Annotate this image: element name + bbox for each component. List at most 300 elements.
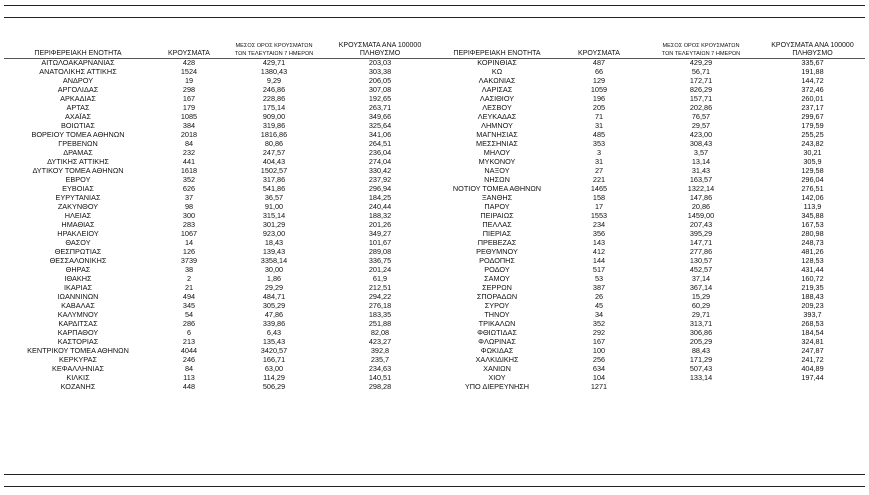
table-row <box>4 193 438 202</box>
per100k-cell: 236,04 <box>368 148 392 157</box>
region-cell: ΧΑΝΙΩΝ <box>483 364 511 373</box>
avg7-cell: 29,29 <box>264 283 284 292</box>
avg7-cell: 47,86 <box>264 310 284 319</box>
cases-cell: 485 <box>592 130 606 139</box>
header-per100k-right-line2: ΠΛΗΘΥΣΜΟ <box>792 50 833 57</box>
cases-cell: 27 <box>594 166 604 175</box>
per100k-cell: 184,54 <box>801 328 824 337</box>
table-row <box>4 94 438 103</box>
avg7-cell: 147,86 <box>689 193 713 202</box>
table-row <box>438 310 865 319</box>
avg7-cell: 277,86 <box>689 247 713 256</box>
region-cell: ΚΟΡΙΝΘΙΑΣ <box>477 58 517 67</box>
table-row <box>438 274 865 283</box>
cases-cell: 196 <box>592 94 606 103</box>
cases-cell: 205 <box>592 103 606 112</box>
region-cell: ΤΗΝΟΥ <box>484 310 510 319</box>
avg7-cell: 404,43 <box>262 157 286 166</box>
per100k-cell: 393,7 <box>803 310 822 319</box>
avg7-cell: 1459,00 <box>687 211 715 220</box>
cases-cell: 1618 <box>180 166 198 175</box>
table-row <box>4 328 438 337</box>
region-cell: ΠΙΕΡΙΑΣ <box>482 229 512 238</box>
per100k-cell: 325,64 <box>368 121 392 130</box>
region-cell: ΠΑΡΟΥ <box>484 202 510 211</box>
per100k-cell: 243,82 <box>801 139 824 148</box>
table-row <box>4 85 438 94</box>
avg7-cell: 18,43 <box>264 238 284 247</box>
cases-cell: 2018 <box>180 130 198 139</box>
per100k-cell: 276,51 <box>801 184 824 193</box>
table-row <box>438 346 865 355</box>
avg7-cell: 317,86 <box>262 175 286 184</box>
region-cell: ΞΑΝΘΗΣ <box>481 193 513 202</box>
table-row <box>438 256 865 265</box>
per100k-cell: 296,04 <box>801 175 824 184</box>
table-row <box>4 157 438 166</box>
table-row <box>4 121 438 130</box>
avg7-cell: 367,14 <box>689 283 713 292</box>
region-cell: ΣΠΟΡΑΔΩΝ <box>476 292 518 301</box>
top-rule <box>4 5 865 6</box>
header-avg7 <box>226 38 322 58</box>
region-cell: ΠΕΙΡΑΙΩΣ <box>480 211 514 220</box>
per100k-cell: 335,67 <box>801 58 824 67</box>
table-row <box>4 112 438 121</box>
region-cell: ΑΝΑΤΟΛΙΚΗΣ ΑΤΤΙΚΗΣ <box>39 67 117 76</box>
per100k-cell: 336,75 <box>368 256 392 265</box>
table-row <box>438 94 865 103</box>
cases-cell: 256 <box>592 355 606 364</box>
cases-cell: 356 <box>592 229 606 238</box>
region-cell: ΚΑΡΠΑΘΟΥ <box>57 328 99 337</box>
avg7-cell: 37,14 <box>691 274 711 283</box>
per100k-cell: 349,27 <box>368 229 392 238</box>
table-row <box>438 382 865 391</box>
avg7-cell: 301,29 <box>262 220 286 229</box>
region-cell: ΑΡΤΑΣ <box>66 103 90 112</box>
table-row <box>4 301 438 310</box>
cases-table-right <box>438 38 865 391</box>
avg7-cell: 246,86 <box>262 85 286 94</box>
avg7-cell: 147,71 <box>689 238 713 247</box>
table-row <box>4 337 438 346</box>
cases-cell: 213 <box>182 337 196 346</box>
table-row <box>4 364 438 373</box>
per100k-cell: 372,46 <box>801 85 824 94</box>
cases-cell: 6 <box>186 328 192 337</box>
cases-cell: 412 <box>592 247 606 256</box>
per100k-cell: 129,58 <box>801 166 824 175</box>
cases-cell: 487 <box>592 58 606 67</box>
header-cases-right: ΚΡΟΥΣΜΑΤΑ <box>578 50 620 57</box>
avg7-cell: 88,43 <box>691 346 711 355</box>
region-cell: ΑΡΚΑΔΙΑΣ <box>60 94 96 103</box>
per100k-cell: 206,05 <box>368 76 392 85</box>
per100k-cell: 280,98 <box>801 229 824 238</box>
cases-cell: 84 <box>184 364 194 373</box>
table-row <box>438 76 865 85</box>
per100k-cell: 263,71 <box>368 103 392 112</box>
cases-cell: 37 <box>184 193 194 202</box>
table-row <box>438 220 865 229</box>
avg7-cell: 207,43 <box>689 220 713 229</box>
per100k-cell: 431,44 <box>801 265 824 274</box>
region-cell: ΦΩΚΙΔΑΣ <box>480 346 514 355</box>
region-cell: ΗΜΑΘΙΑΣ <box>61 220 95 229</box>
avg7-cell: 172,71 <box>689 76 713 85</box>
avg7-cell: 319,86 <box>262 121 286 130</box>
region-cell: ΚΕΝΤΡΙΚΟΥ ΤΟΜΕΑ ΑΘΗΝΩΝ <box>27 346 129 355</box>
table-body-left <box>4 58 438 391</box>
table-row <box>438 121 865 130</box>
per100k-cell: 268,53 <box>801 319 824 328</box>
per100k-cell: 203,03 <box>368 58 392 67</box>
per100k-cell: 188,32 <box>368 211 392 220</box>
table-body-right <box>438 58 865 391</box>
table-row <box>438 58 865 67</box>
region-cell: ΛΕΣΒΟΥ <box>482 103 512 112</box>
table-row <box>4 58 438 67</box>
table-row <box>4 310 438 319</box>
cases-cell: 1067 <box>180 229 198 238</box>
avg7-cell: 63,00 <box>264 364 284 373</box>
cases-cell: 143 <box>592 238 606 247</box>
region-cell: ΚΑΒΑΛΑΣ <box>61 301 95 310</box>
per100k-cell: 160,72 <box>801 274 824 283</box>
region-cell: ΣΑΜΟΥ <box>484 274 510 283</box>
per100k-cell: 128,53 <box>801 256 824 265</box>
region-cell: ΛΑΣΙΘΙΟΥ <box>479 94 515 103</box>
table-row <box>438 211 865 220</box>
per100k-cell: 324,81 <box>801 337 824 346</box>
avg7-cell: 31,43 <box>691 166 711 175</box>
avg7-cell: 826,29 <box>689 85 713 94</box>
table-row <box>4 175 438 184</box>
table-row <box>4 148 438 157</box>
cases-cell: 221 <box>592 175 606 184</box>
avg7-cell: 541,86 <box>262 184 286 193</box>
region-cell: ΗΛΕΙΑΣ <box>64 211 92 220</box>
region-cell: ΠΡΕΒΕΖΑΣ <box>477 238 517 247</box>
table-row <box>4 166 438 175</box>
avg7-cell: 163,57 <box>689 175 713 184</box>
table-row <box>438 229 865 238</box>
cases-cell: 100 <box>592 346 606 355</box>
avg7-cell: 30,00 <box>264 265 284 274</box>
avg7-cell: 1502,57 <box>260 166 288 175</box>
region-cell: ΚΩ <box>491 67 503 76</box>
cases-cell: 1271 <box>590 382 608 391</box>
avg7-cell: 80,86 <box>264 139 284 148</box>
region-cell: ΡΟΔΟΥ <box>484 265 510 274</box>
table-row <box>4 274 438 283</box>
region-cell: ΛΑΡΙΣΑΣ <box>481 85 513 94</box>
cases-cell: 292 <box>592 328 606 337</box>
table-row <box>438 184 865 193</box>
per100k-cell: 404,89 <box>801 364 824 373</box>
header-avg7-line1: ΜΕΣΟΣ ΟΡΟΣ ΚΡΟΥΣΜΑΤΩΝ <box>235 43 313 49</box>
table-row <box>438 319 865 328</box>
per100k-cell: 294,22 <box>368 292 392 301</box>
region-cell: ΚΑΡΔΙΤΣΑΣ <box>58 319 98 328</box>
region-cell: ΗΡΑΚΛΕΙΟΥ <box>57 229 99 238</box>
region-cell: ΘΑΣΟΥ <box>65 238 91 247</box>
table-row <box>4 355 438 364</box>
per100k-cell: 197,44 <box>801 373 824 382</box>
table-row <box>4 256 438 265</box>
avg7-cell: 308,43 <box>689 139 713 148</box>
region-cell: ΜΥΚΟΝΟΥ <box>478 157 516 166</box>
cases-cell: 31 <box>594 157 604 166</box>
per100k-cell: 184,25 <box>368 193 392 202</box>
cases-cell: 494 <box>182 292 196 301</box>
table-row <box>438 373 865 382</box>
region-cell: ΣΥΡΟΥ <box>484 301 510 310</box>
cases-cell: 345 <box>182 301 196 310</box>
table-row <box>4 220 438 229</box>
region-cell: ΝΗΣΩΝ <box>484 175 510 184</box>
avg7-cell: 452,57 <box>689 265 713 274</box>
avg7-cell: 56,71 <box>691 67 711 76</box>
cases-cell: 98 <box>184 202 194 211</box>
avg7-cell: 339,86 <box>262 319 286 328</box>
region-cell: ΡΕΘΥΜΝΟΥ <box>476 247 518 256</box>
cases-cell: 84 <box>184 139 194 148</box>
cases-cell: 31 <box>594 121 604 130</box>
region-cell: ΛΗΜΝΟΥ <box>481 121 513 130</box>
table-row <box>438 364 865 373</box>
table-row <box>4 139 438 148</box>
table-row <box>438 301 865 310</box>
table-row <box>4 229 438 238</box>
table-row <box>438 283 865 292</box>
per100k-cell: 481,26 <box>801 247 824 256</box>
cases-cell: 232 <box>182 148 196 157</box>
cases-cell: 21 <box>184 283 194 292</box>
per100k-cell: 307,08 <box>368 85 392 94</box>
cases-cell: 1524 <box>180 67 198 76</box>
avg7-cell: 909,00 <box>262 112 286 121</box>
per100k-cell: 234,63 <box>368 364 392 373</box>
avg7-cell: 29,71 <box>691 310 711 319</box>
cases-cell: 353 <box>592 139 606 148</box>
avg7-cell: 114,29 <box>263 373 285 382</box>
per100k-cell: 212,51 <box>368 283 392 292</box>
region-cell: ΔΥΤΙΚΗΣ ΑΤΤΙΚΗΣ <box>47 157 109 166</box>
table-row <box>4 76 438 85</box>
cases-cell: 352 <box>182 175 196 184</box>
cases-cell: 158 <box>592 193 606 202</box>
per100k-cell: 330,42 <box>368 166 392 175</box>
per100k-cell: 298,28 <box>368 382 392 391</box>
cases-cell: 3739 <box>180 256 198 265</box>
avg7-cell: 3420,57 <box>260 346 288 355</box>
cases-cell: 17 <box>594 202 604 211</box>
per100k-cell: 237,17 <box>801 103 824 112</box>
table-row <box>438 85 865 94</box>
avg7-cell: 923,00 <box>262 229 286 238</box>
bottom-rule <box>4 486 865 487</box>
avg7-cell: 135,43 <box>262 337 286 346</box>
header-region-right: ΠΕΡΙΦΕΡΕΙΑΚΗ ΕΝΟΤΗΤΑ <box>453 50 541 57</box>
cases-cell: 300 <box>182 211 196 220</box>
table-row <box>4 265 438 274</box>
per100k-cell: 201,24 <box>368 265 392 274</box>
region-cell: ΛΕΥΚΑΔΑΣ <box>477 112 517 121</box>
avg7-cell: 429,71 <box>262 58 286 67</box>
region-cell: ΧΑΛΚΙΔΙΚΗΣ <box>475 355 519 364</box>
region-cell: ΘΕΣΠΡΩΤΙΑΣ <box>54 247 102 256</box>
per100k-cell: 423,27 <box>368 337 392 346</box>
region-cell: ΜΑΓΝΗΣΙΑΣ <box>476 130 518 139</box>
header-avg7-right <box>642 38 760 58</box>
header-per100k <box>322 38 438 58</box>
avg7-cell: 395,29 <box>689 229 713 238</box>
cases-cell: 4044 <box>180 346 198 355</box>
region-cell: ΤΡΙΚΑΛΩΝ <box>478 319 516 328</box>
region-cell: ΕΥΒΟΙΑΣ <box>62 184 94 193</box>
region-cell: ΚΙΛΚΙΣ <box>66 373 90 382</box>
cases-cell: 246 <box>182 355 196 364</box>
table-row <box>438 148 865 157</box>
cases-cell: 14 <box>184 238 194 247</box>
avg7-cell: 76,57 <box>691 112 711 121</box>
table-row <box>4 283 438 292</box>
per100k-cell: 30,21 <box>803 148 822 157</box>
cases-cell: 54 <box>184 310 194 319</box>
header-per100k-line2: ΠΛΗΘΥΣΜΟ <box>359 50 401 57</box>
cases-cell: 2 <box>186 274 192 283</box>
cases-cell: 298 <box>182 85 196 94</box>
region-cell: ΚΟΖΑΝΗΣ <box>60 382 96 391</box>
cases-cell: 71 <box>594 112 604 121</box>
avg7-cell: 507,43 <box>689 364 713 373</box>
table-row <box>4 247 438 256</box>
cases-cell: 53 <box>594 274 604 283</box>
avg7-cell: 15,29 <box>691 292 711 301</box>
region-cell: ΝΑΞΟΥ <box>484 166 510 175</box>
region-cell: ΚΕΦΑΛΛΗΝΙΑΣ <box>52 364 104 373</box>
avg7-cell: 133,14 <box>689 373 713 382</box>
table-row <box>4 202 438 211</box>
table-row <box>438 328 865 337</box>
avg7-cell: 228,86 <box>262 94 286 103</box>
avg7-cell: 130,57 <box>689 256 713 265</box>
table-row <box>438 157 865 166</box>
cases-cell: 3 <box>596 148 602 157</box>
cases-cell: 1085 <box>180 112 198 121</box>
cases-cell: 167 <box>182 94 196 103</box>
bottom-rule-inner <box>4 474 865 475</box>
cases-cell: 144 <box>592 256 606 265</box>
avg7-cell: 6,43 <box>266 328 282 337</box>
per100k-cell: 303,38 <box>368 67 392 76</box>
per100k-cell: 201,26 <box>368 220 392 229</box>
per100k-cell: 241,72 <box>801 355 824 364</box>
avg7-cell: 305,29 <box>262 301 286 310</box>
region-cell: ΣΕΡΡΩΝ <box>482 283 512 292</box>
region-cell: ΜΕΣΣΗΝΙΑΣ <box>476 139 518 148</box>
per100k-cell: 260,01 <box>801 94 824 103</box>
cases-cell: 66 <box>594 67 604 76</box>
avg7-cell: 484,71 <box>262 292 286 301</box>
cases-cell: 1553 <box>590 211 608 220</box>
cases-cell: 45 <box>594 301 604 310</box>
avg7-cell: 429,29 <box>689 58 713 67</box>
region-cell: ΖΑΚΥΝΘΟΥ <box>57 202 99 211</box>
per100k-cell: 167,53 <box>801 220 824 229</box>
avg7-cell: 3358,14 <box>260 256 288 265</box>
per100k-cell: 219,35 <box>801 283 824 292</box>
cases-cell: 167 <box>592 337 606 346</box>
cases-cell: 626 <box>182 184 196 193</box>
region-cell: ΑΝΔΡΟΥ <box>62 76 94 85</box>
table-row <box>438 175 865 184</box>
per100k-cell: 191,88 <box>801 67 824 76</box>
avg7-cell: 313,71 <box>689 319 713 328</box>
cases-cell: 441 <box>182 157 196 166</box>
cases-cell: 234 <box>592 220 606 229</box>
per100k-cell: 392,8 <box>370 346 390 355</box>
per100k-cell <box>760 382 865 391</box>
avg7-cell: 9,29 <box>266 76 282 85</box>
cases-cell: 129 <box>592 76 606 85</box>
table-row <box>438 67 865 76</box>
table-row <box>438 202 865 211</box>
avg7-cell: 13,14 <box>691 157 711 166</box>
per100k-cell: 188,43 <box>801 292 824 301</box>
cases-cell: 352 <box>592 319 606 328</box>
header-cases: ΚΡΟΥΣΜΑΤΑ <box>168 50 210 57</box>
table-row <box>4 382 438 391</box>
avg7-cell: 29,57 <box>691 121 711 130</box>
per100k-cell: 274,04 <box>368 157 392 166</box>
table-row <box>438 139 865 148</box>
avg7-cell: 1322,14 <box>687 184 715 193</box>
region-cell: ΙΚΑΡΙΑΣ <box>63 283 93 292</box>
avg7-cell: 36,57 <box>264 193 284 202</box>
avg7-cell: 1,86 <box>266 274 282 283</box>
region-cell: ΕΥΡΥΤΑΝΙΑΣ <box>55 193 101 202</box>
region-cell: ΚΕΡΚΥΡΑΣ <box>58 355 98 364</box>
per100k-cell: 305,9 <box>803 157 822 166</box>
region-cell: ΥΠΟ ΔΙΕΡΕΥΝΗΣΗ <box>464 382 530 391</box>
region-cell: ΠΕΛΛΑΣ <box>482 220 512 229</box>
table-row <box>4 67 438 76</box>
table-row <box>438 265 865 274</box>
table-row <box>438 166 865 175</box>
avg7-cell: 1816,86 <box>260 130 288 139</box>
region-cell: ΧΙΟΥ <box>488 373 506 382</box>
cases-cell: 387 <box>592 283 606 292</box>
per100k-cell: 276,18 <box>368 301 392 310</box>
region-cell: ΘΗΡΑΣ <box>65 265 91 274</box>
region-cell: ΦΛΩΡΙΝΑΣ <box>478 337 516 346</box>
per100k-cell: 82,08 <box>370 328 390 337</box>
table-row <box>438 130 865 139</box>
per100k-cell: 183,35 <box>368 310 392 319</box>
per100k-cell: 296,94 <box>368 184 392 193</box>
table-row <box>438 238 865 247</box>
cases-cell: 38 <box>184 265 194 274</box>
table-row <box>438 112 865 121</box>
region-cell: ΝΟΤΙΟΥ ΤΟΜΕΑ ΑΘΗΝΩΝ <box>452 184 542 193</box>
region-cell: ΛΑΚΩΝΙΑΣ <box>478 76 516 85</box>
avg7-cell: 60,29 <box>691 301 711 310</box>
region-cell: ΙΩΑΝΝΙΝΩΝ <box>57 292 99 301</box>
header-per100k-right <box>760 38 865 58</box>
